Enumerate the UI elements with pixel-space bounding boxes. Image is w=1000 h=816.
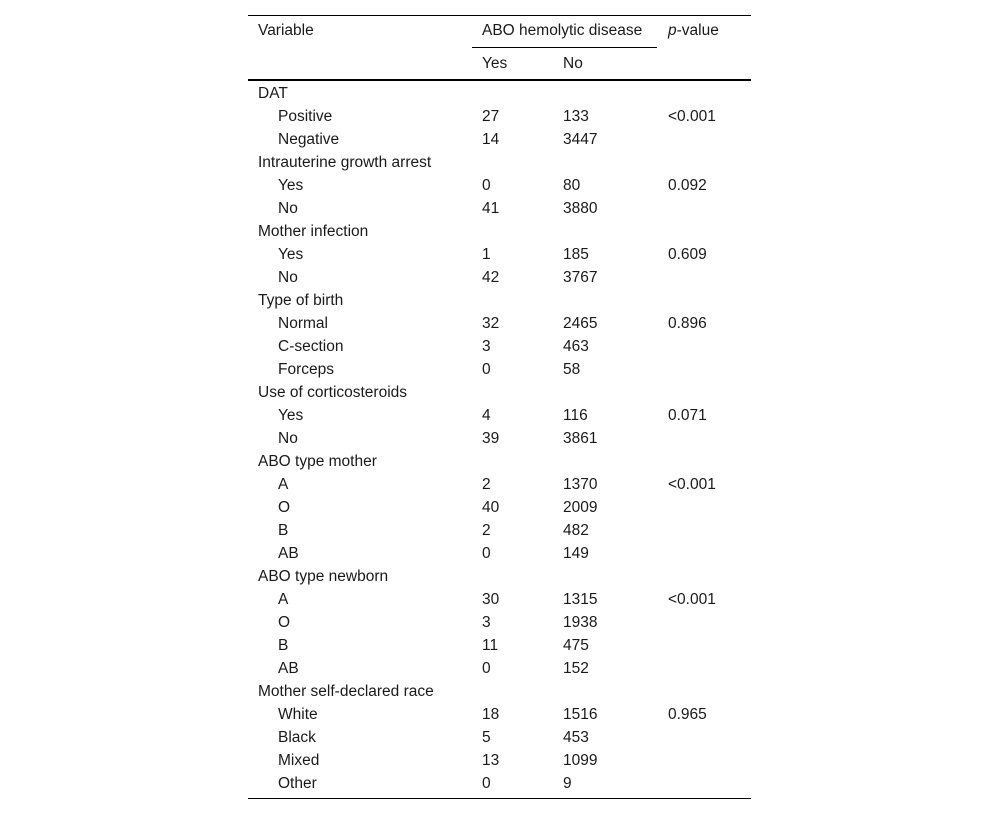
cell-yes: 0: [482, 177, 491, 194]
table-row: [248, 726, 751, 749]
cell-no: 453: [563, 729, 589, 746]
cell-no: 3880: [563, 200, 598, 217]
level-label: O: [278, 499, 291, 516]
table-category-row: [248, 680, 751, 703]
table-category-row: [248, 565, 751, 588]
cell-yes: 0: [482, 775, 491, 792]
table-row: [248, 358, 751, 381]
header-p-value: [668, 21, 719, 41]
table-row: [248, 542, 751, 565]
level-label: AB: [278, 545, 299, 562]
table-row: [248, 749, 751, 772]
table-row: [248, 266, 751, 289]
header-p-italic: p: [668, 22, 677, 39]
cell-no: 1370: [563, 476, 598, 493]
level-label: B: [278, 522, 289, 539]
cell-p-value: 0.965: [668, 706, 707, 723]
level-label: Yes: [278, 177, 304, 194]
cell-no: 2465: [563, 315, 598, 332]
table-row: [248, 404, 751, 427]
category-label: Type of birth: [258, 292, 344, 309]
cell-yes: 3: [482, 614, 491, 631]
level-label: Normal: [278, 315, 328, 332]
cell-yes: 27: [482, 108, 500, 125]
table-row: [248, 174, 751, 197]
cell-yes: 0: [482, 545, 491, 562]
cell-p-value: <0.001: [668, 591, 716, 608]
cell-no: 1315: [563, 591, 598, 608]
cell-yes: 2: [482, 522, 491, 539]
cell-yes: 2: [482, 476, 491, 493]
table-category-row: [248, 82, 751, 105]
table-bottom-rule: [248, 798, 751, 799]
cell-yes: 11: [482, 637, 499, 654]
level-label: A: [278, 476, 289, 493]
level-label: White: [278, 706, 318, 723]
table-row: [248, 128, 751, 151]
table-row: [248, 772, 751, 795]
cell-no: 475: [563, 637, 589, 654]
header-no: No: [563, 55, 583, 72]
cell-yes: 30: [482, 591, 500, 608]
level-label: No: [278, 200, 298, 217]
cell-p-value: <0.001: [668, 476, 716, 493]
cell-no: 58: [563, 361, 581, 378]
category-label: Mother infection: [258, 223, 369, 240]
category-label: Intrauterine growth arrest: [258, 154, 432, 171]
level-label: Yes: [278, 246, 304, 263]
cell-p-value: 0.896: [668, 315, 707, 332]
cell-no: 9: [563, 775, 572, 792]
level-label: No: [278, 430, 298, 447]
cell-yes: 4: [482, 407, 491, 424]
table-category-row: [248, 151, 751, 174]
category-label: ABO type newborn: [258, 568, 389, 585]
cell-yes: 14: [482, 131, 500, 148]
table-row: [248, 243, 751, 266]
table-row: [248, 519, 751, 542]
header-group-rule: [472, 47, 657, 48]
level-label: Black: [278, 729, 316, 746]
level-label: O: [278, 614, 291, 631]
category-label: Mother self-declared race: [258, 683, 434, 700]
cell-no: 2009: [563, 499, 598, 516]
cell-no: 482: [563, 522, 589, 539]
cell-yes: 3: [482, 338, 491, 355]
cell-no: 133: [563, 108, 589, 125]
header-p-suffix: -value: [676, 22, 719, 39]
level-label: A: [278, 591, 289, 608]
category-label: ABO type mother: [258, 453, 377, 470]
level-label: Yes: [278, 407, 304, 424]
cell-yes: 40: [482, 499, 500, 516]
cell-yes: 5: [482, 729, 491, 746]
header-yes: Yes: [482, 55, 508, 72]
level-label: Mixed: [278, 752, 320, 769]
cell-no: 152: [563, 660, 589, 677]
level-label: No: [278, 269, 298, 286]
table-body: [248, 82, 751, 795]
table-header-rule: [248, 79, 751, 81]
table-row: [248, 611, 751, 634]
cell-no: 463: [563, 338, 589, 355]
table-row: [248, 588, 751, 611]
cell-p-value: 0.609: [668, 246, 707, 263]
level-label: Forceps: [278, 361, 334, 378]
cell-yes: 39: [482, 430, 500, 447]
category-label: Use of corticosteroids: [258, 384, 408, 401]
cell-no: 3447: [563, 131, 598, 148]
cell-no: 80: [563, 177, 581, 194]
cell-p-value: <0.001: [668, 108, 716, 125]
table-row: [248, 312, 751, 335]
table-category-row: [248, 450, 751, 473]
level-label: AB: [278, 660, 299, 677]
table-row: [248, 703, 751, 726]
cell-p-value: 0.071: [668, 407, 707, 424]
cell-yes: 18: [482, 706, 500, 723]
level-label: C-section: [278, 338, 344, 355]
cell-p-value: 0.092: [668, 177, 707, 194]
cell-yes: 0: [482, 660, 491, 677]
header-variable: Variable: [258, 22, 314, 39]
table-row: [248, 473, 751, 496]
table-category-row: [248, 381, 751, 404]
category-label: DAT: [258, 85, 288, 102]
header-abo-hemolytic-disease: ABO hemolytic disease: [482, 22, 643, 39]
cell-no: 1938: [563, 614, 598, 631]
cell-yes: 0: [482, 361, 491, 378]
cell-yes: 42: [482, 269, 500, 286]
cell-yes: 1: [482, 246, 491, 263]
level-label: Other: [278, 775, 317, 792]
table-row: [248, 105, 751, 128]
cell-yes: 32: [482, 315, 500, 332]
cell-no: 1099: [563, 752, 598, 769]
level-label: Negative: [278, 131, 340, 148]
table-top-rule: [248, 15, 751, 16]
cell-no: 3861: [563, 430, 598, 447]
table-row: [248, 657, 751, 680]
cell-no: 185: [563, 246, 589, 263]
cell-no: 1516: [563, 706, 598, 723]
cell-no: 116: [563, 407, 588, 424]
table-row: [248, 496, 751, 519]
table-category-row: [248, 220, 751, 243]
table-row: [248, 197, 751, 220]
level-label: B: [278, 637, 289, 654]
cell-yes: 41: [482, 200, 500, 217]
table-row: [248, 634, 751, 657]
table-row: [248, 335, 751, 358]
cell-no: 149: [563, 545, 589, 562]
table-category-row: [248, 289, 751, 312]
cell-no: 3767: [563, 269, 598, 286]
level-label: Positive: [278, 108, 333, 125]
cell-yes: 13: [482, 752, 500, 769]
table-row: [248, 427, 751, 450]
